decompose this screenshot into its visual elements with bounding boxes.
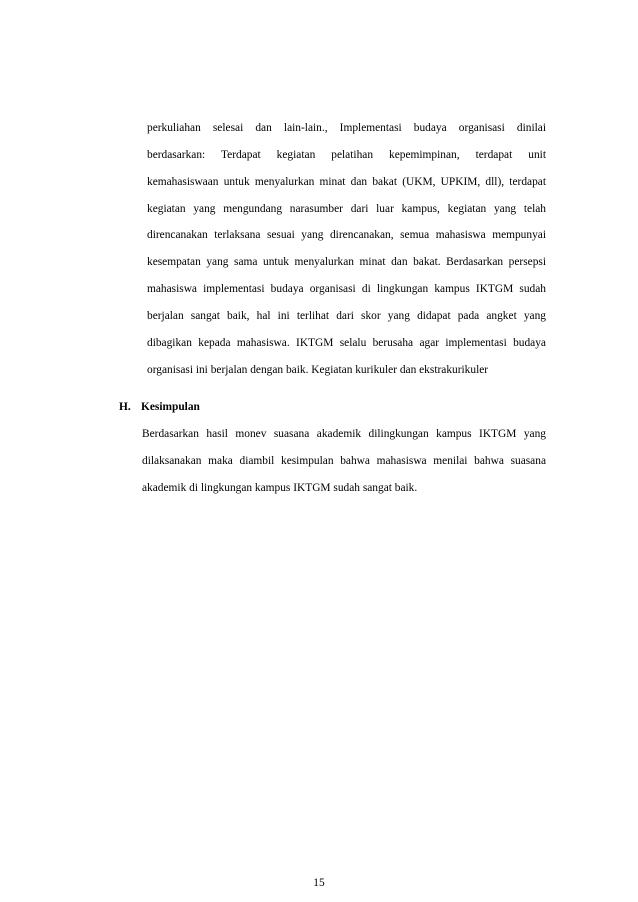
paragraph-line: mahasiswa implementasi budaya organisasi di lingkungan kampus IKTGM sudah [147,283,546,295]
paragraph-line: kesempatan yang sama untuk menyalurkan minat dan bakat. Berdasarkan persepsi [147,256,546,268]
paragraph-line: organisasi ini berjalan dengan baik. Kegiatan kurikuler dan ekstrakurikuler [147,364,489,376]
section-heading [119,400,200,414]
paragraph-line: dibagikan kepada mahasiswa. IKTGM selalu berusaha agar implementasi budaya [147,337,546,349]
paragraph-line: berjalan sangat baik, hal ini terlihat dari skor yang didapat pada angket yang [147,310,546,322]
page-number: 15 [313,877,325,889]
section-title: Kesimpulan [141,401,200,413]
paragraph-line: dilaksanakan maka diambil kesimpulan bahwa mahasiswa menilai bahwa suasana [142,455,546,467]
paragraph-line: kegiatan yang mengundang narasumber dari luar kampus, kegiatan yang telah [147,203,546,215]
paragraph-line: akademik di lingkungan kampus IKTGM sudah sangat baik. [142,482,418,494]
paragraph-line: berdasarkan: Terdapat kegiatan pelatihan kepemimpinan, terdapat unit [147,149,546,161]
paragraph-line: perkuliahan selesai dan lain-lain., Implementasi budaya organisasi dinilai [147,122,546,134]
paragraph-line: Berdasarkan hasil monev suasana akademik dilingkungan kampus IKTGM yang [142,428,546,440]
paragraph-line: kemahasiswaan untuk menyalurkan minat dan bakat (UKM, UPKIM, dll), terdapat [147,176,546,188]
paragraph-line: direncanakan terlaksana sesuai yang direncanakan, semua mahasiswa mempunyai [147,229,546,241]
section-marker: H. [119,401,131,413]
